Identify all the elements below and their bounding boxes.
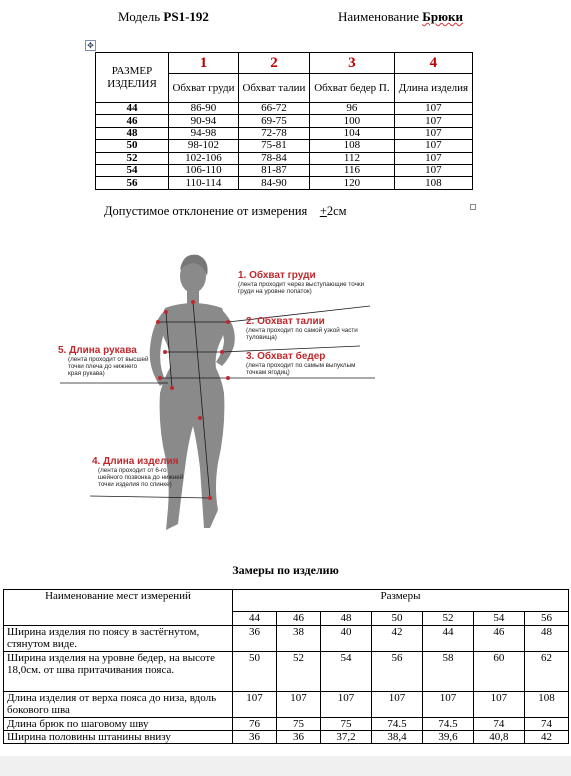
model-code: PS1-192 [163,9,209,24]
table-row [96,164,473,176]
marker-dot [226,376,230,380]
row-value: 107 [372,692,423,718]
col-3-number: 3 [309,53,394,74]
row-value: 52 [277,652,321,692]
annotation-title: 3. Обхват бедер [246,351,326,362]
size-col: 52 [422,612,473,626]
row-size: 50 [96,140,169,152]
row-length: 107 [394,140,472,152]
row-length: 107 [394,127,472,139]
col-hips-label: Обхват бедер П. [309,74,394,103]
row-value: 62 [524,652,568,692]
row-chest: 110-114 [169,177,239,189]
row-value: 75 [277,718,321,731]
annotation-desc: (лента проходит по самым выпуклым точкам ягодиц) [246,362,356,376]
table-row [4,626,569,652]
row-value: 50 [233,652,277,692]
row-chest: 98-102 [169,140,239,152]
row-waist: 75-81 [238,140,309,152]
row-value: 107 [422,692,473,718]
row-value: 76 [233,718,277,731]
table-row [96,152,473,164]
size-header: РАЗМЕР ИЗДЕЛИЯ [96,53,169,103]
row-length: 107 [394,164,472,176]
model-heading [118,9,209,25]
marker-dot [220,350,224,354]
annotation-title: 1. Обхват груди [238,270,316,281]
row-value: 36 [233,626,277,652]
row-length: 108 [394,177,472,189]
table-row [96,140,473,152]
row-value: 42 [524,731,568,744]
row-name: Длина изделия от верха пояса до низа, вдоль бокового шва [4,692,233,718]
row-value: 107 [277,692,321,718]
table-row [4,652,569,692]
size-col: 54 [473,612,524,626]
row-hips: 100 [309,115,394,127]
tolerance-value: 2см [326,204,347,218]
table-row [96,127,473,139]
row-length: 107 [394,152,472,164]
marker-dot [198,416,202,420]
annotation-sleeve [58,345,150,377]
size-col: 44 [233,612,277,626]
row-size: 54 [96,164,169,176]
marker-dot [208,496,212,500]
marker-dot [163,350,167,354]
row-length: 107 [394,115,472,127]
row-value: 36 [277,731,321,744]
name-value: Брюки [422,9,463,24]
sizes-header: Размеры [233,590,569,612]
col-waist-label: Обхват талии [238,74,309,103]
row-value: 60 [473,652,524,692]
name-heading [338,9,463,25]
table-resize-handle[interactable] [470,204,476,210]
marker-dot [156,320,160,324]
length-leader [90,496,210,498]
annotation-title: 4. Длина изделия [92,456,179,467]
row-chest: 90-94 [169,115,239,127]
row-value: 74 [473,718,524,731]
row-waist: 78-84 [238,152,309,164]
row-waist: 72-78 [238,127,309,139]
row-value: 56 [372,652,423,692]
row-size: 44 [96,103,169,115]
row-hips: 112 [309,152,394,164]
col-2-number: 2 [238,53,309,74]
table-row [4,692,569,718]
row-value: 38 [277,626,321,652]
table-row [96,177,473,189]
annotation-desc: (лента проходит от 6-го шейного позвонка до нижней точки изделия по спинке) [98,467,184,488]
row-value: 107 [321,692,372,718]
annotation-title: 5. Длина рукава [58,345,137,356]
row-value: 36 [233,731,277,744]
row-value: 44 [422,626,473,652]
row-value: 107 [473,692,524,718]
row-value: 74 [524,718,568,731]
row-hips: 96 [309,103,394,115]
tolerance-note [104,204,347,219]
row-value: 75 [321,718,372,731]
table-row [4,731,569,744]
row-chest: 102-106 [169,152,239,164]
row-waist: 66-72 [238,103,309,115]
annotation-hips [246,351,376,376]
row-waist: 69-75 [238,115,309,127]
marker-dot [191,300,195,304]
table-row [4,718,569,731]
marker-dot [164,310,168,314]
annotation-chest [238,270,378,295]
row-hips: 116 [309,164,394,176]
name-header: Наименование мест измерений [4,590,233,626]
annotation-waist [246,316,366,341]
row-value: 74.5 [372,718,423,731]
size-col: 50 [372,612,423,626]
row-hips: 120 [309,177,394,189]
row-value: 107 [233,692,277,718]
row-name: Длина брюк по шаговому шву [4,718,233,731]
marker-dot [158,376,162,380]
row-length: 107 [394,103,472,115]
row-hips: 108 [309,140,394,152]
row-size: 48 [96,127,169,139]
annotation-desc: (лента проходит от высшей точки плеча до нижнего края рукава) [68,356,149,377]
row-value: 40 [321,626,372,652]
col-4-number: 4 [394,53,472,74]
col-length-label: Длина изделия [394,74,472,103]
size-col: 46 [277,612,321,626]
col-1-number: 1 [169,53,239,74]
name-label: Наименование [338,9,419,24]
annotation-title: 2. Обхват талии [246,316,325,327]
figure-torso [160,303,225,393]
row-size: 46 [96,115,169,127]
row-waist: 84-90 [238,177,309,189]
row-hips: 104 [309,127,394,139]
marker-dot [170,386,174,390]
product-measurements-table [3,589,569,744]
row-chest: 94-98 [169,127,239,139]
size-table [95,52,473,190]
row-waist: 81-87 [238,164,309,176]
row-value: 108 [524,692,568,718]
row-size: 52 [96,152,169,164]
row-name: Ширина половины штанины внизу [4,731,233,744]
row-value: 46 [473,626,524,652]
row-value: 74.5 [422,718,473,731]
row-value: 40,8 [473,731,524,744]
annotation-desc: (лента проходит по самой узкой части туловища) [246,327,358,341]
table-row [96,103,473,115]
table-row [96,115,473,127]
tolerance-sign: + [319,204,327,218]
page-bottom-margin [0,756,571,776]
row-value: 39,6 [422,731,473,744]
annotation-desc: (лента проходит через выступающие точки груди на уровне лопаток) [238,281,365,295]
marker-dot [226,320,230,324]
row-size: 56 [96,177,169,189]
row-chest: 106-110 [169,164,239,176]
row-name: Ширина изделия по поясу в застёгнутом, стянутом виде. [4,626,233,652]
row-value: 58 [422,652,473,692]
size-col: 48 [321,612,372,626]
size-col: 56 [524,612,568,626]
row-name: Ширина изделия на уровне бедер, на высоте 18,0см. от шва притачивания пояса. [4,652,233,692]
row-value: 54 [321,652,372,692]
row-value: 48 [524,626,568,652]
table-move-handle-icon[interactable]: ✥ [85,40,96,51]
row-value: 37,2 [321,731,372,744]
annotation-length [92,456,192,488]
row-chest: 86-90 [169,103,239,115]
col-chest-label: Обхват груди [169,74,239,103]
product-measurements-title: Замеры по изделию [232,563,339,577]
model-label: Модель [118,9,161,24]
row-value: 38,4 [372,731,423,744]
tolerance-text: Допустимое отклонение от измерения [104,204,308,218]
row-value: 42 [372,626,423,652]
